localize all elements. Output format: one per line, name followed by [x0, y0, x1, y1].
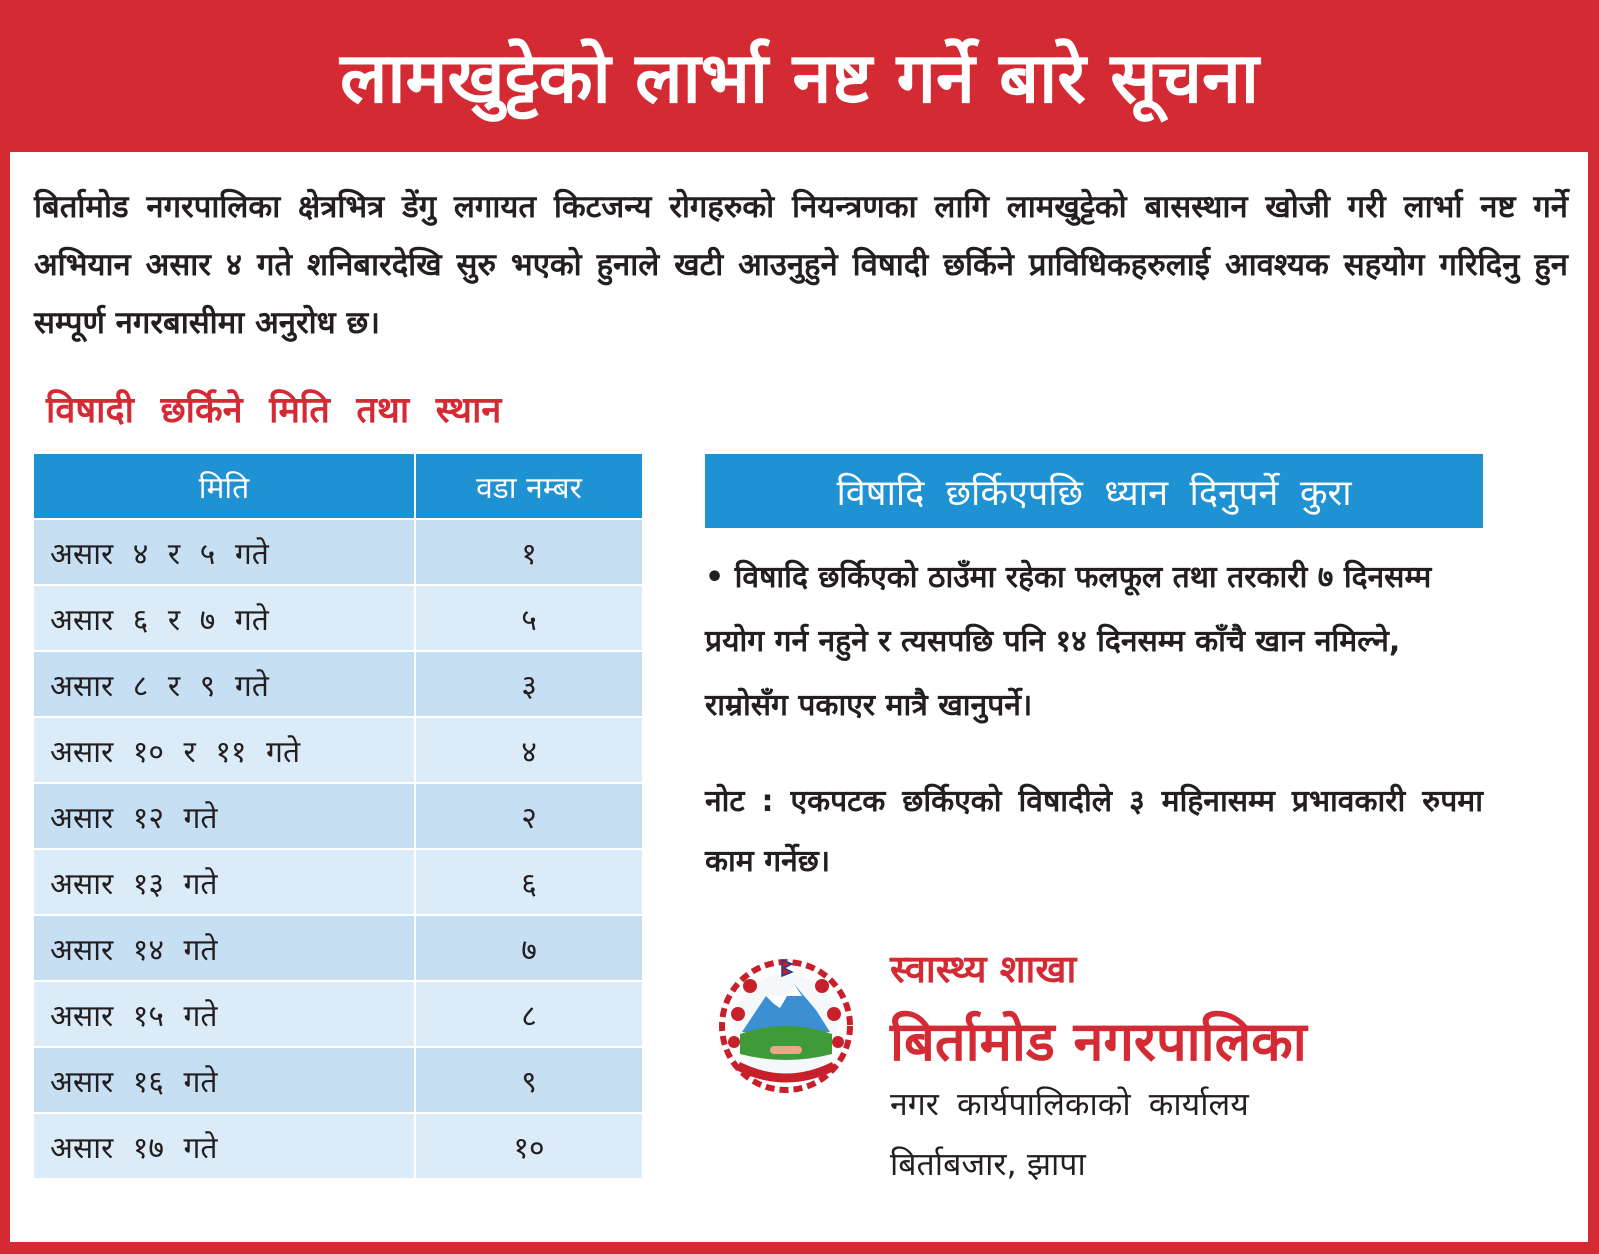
- table-row: [34, 586, 642, 652]
- notice-header: [0, 0, 1599, 150]
- table-row: [34, 520, 642, 586]
- date-cell: असार १७ गते: [34, 1114, 416, 1180]
- date-cell: असार १४ गते: [34, 916, 416, 982]
- date-cell: असार ४ र ५ गते: [34, 520, 416, 586]
- date-cell: असार १६ गते: [34, 1048, 416, 1114]
- nepal-government-emblem-icon: [708, 954, 864, 1094]
- table-row: [34, 1048, 642, 1114]
- branch-name: स्वास्थ्य शाखा: [890, 947, 1077, 991]
- ward-cell: ४: [416, 718, 642, 784]
- date-cell: असार १५ गते: [34, 982, 416, 1048]
- ward-cell: ७: [416, 916, 642, 982]
- care-bullet: • विषादि छर्किएको ठाउँमा रहेका फलफूल तथा तरकारी ७ दिनसम्म प्रयोग गर्न नहुने र त्यसपछि पनि १४ दिनसम्म काँचै खान नमिल्ने, राम्रोसँग पकाएर मात्रै खानुपर्ने।: [705, 560, 1432, 723]
- office-location: बिर्ताबजार, झापा: [890, 1145, 1086, 1183]
- date-cell: असार ८ र ९ गते: [34, 652, 416, 718]
- date-cell: असार ६ र ७ गते: [34, 586, 416, 652]
- intro-paragraph: बिर्तामोड नगरपालिका क्षेत्रभित्र डेंगु लगायत किटजन्य रोगहरुको नियन्त्रणका लागि लामखुट्टेको बासस्थान खोजी गरी लार्भा नष्ट गर्ने अभियान असार ४ गते शनिबारदेखि सुरु भएको हुनाले खटी आउनुहुने विषादी छर्किने प्राविधिकहरुलाई आवश्यक सहयोग गरिदिनु हुन सम्पूर्ण नगरबासीमा अनुरोध छ।: [34, 189, 1568, 341]
- table-row: [34, 1114, 642, 1180]
- care-heading-box: [705, 454, 1483, 528]
- ward-cell: ९: [416, 1048, 642, 1114]
- table-row: [34, 784, 642, 850]
- date-cell: असार १३ गते: [34, 850, 416, 916]
- ward-cell: २: [416, 784, 642, 850]
- ward-cell: १०: [416, 1114, 642, 1180]
- table-row: [34, 916, 642, 982]
- municipality-name: बिर्तामोड नगरपालिका: [890, 1010, 1307, 1073]
- ward-cell: १: [416, 520, 642, 586]
- schedule-table: [34, 454, 642, 1180]
- care-note: नोट : एकपटक छर्किएको विषादीले ३ महिनासम्म प्रभावकारी रुपमा काम गर्नेछ।: [705, 784, 1483, 879]
- schedule-heading: विषादी छर्किने मिति तथा स्थान: [46, 390, 502, 431]
- date-cell: असार १२ गते: [34, 784, 416, 850]
- table-row: [34, 850, 642, 916]
- ward-cell: ३: [416, 652, 642, 718]
- table-row: [34, 652, 642, 718]
- notice-title: लामखुट्टेको लार्भा नष्ट गर्ने बारे सूचना: [339, 37, 1260, 119]
- office-name: नगर कार्यपालिकाको कार्यालय: [890, 1085, 1249, 1123]
- table-row: [34, 982, 642, 1048]
- ward-cell: ६: [416, 850, 642, 916]
- column-header-date: मिति: [34, 454, 416, 520]
- table-header-row: [34, 454, 642, 520]
- column-header-ward: वडा नम्बर: [416, 454, 642, 520]
- ward-cell: ८: [416, 982, 642, 1048]
- date-cell: असार १० र ११ गते: [34, 718, 416, 784]
- table-row: [34, 718, 642, 784]
- ward-cell: ५: [416, 586, 642, 652]
- notice-body: [10, 152, 1588, 1242]
- care-heading: विषादि छर्किएपछि ध्यान दिनुपर्ने कुरा: [836, 472, 1352, 514]
